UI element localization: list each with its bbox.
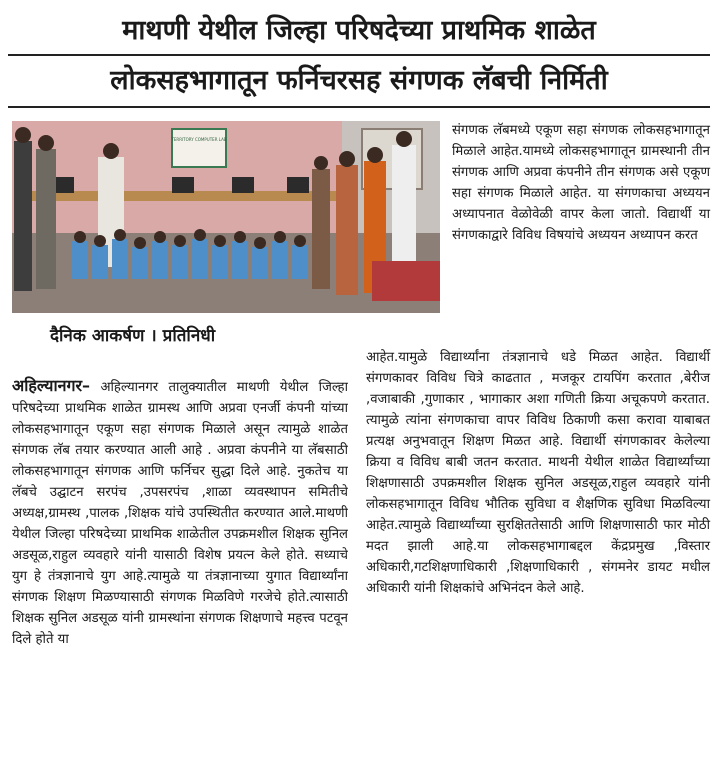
headline-bottom-rule — [8, 106, 710, 108]
headline-divider — [8, 54, 710, 56]
right-column-top-text — [452, 120, 710, 246]
left-column-body: अहिल्यानगर तालुक्यातील माथणी येथील जिल्हा परिषदेच्या प्राथमिक शाळेत ग्रामस्थ आणि अप्रवा एनर्जी कंपनी यांच्या लोकसहभागातून एकूण सहा संगणक मिळाले असून त्यामुळे शाळेत संगणक लॅब तयार करण्यात आली आहे . अप्रवा कंपनीने या लॅबसाठी लोकसहभागातून संगणक आणि फर्निचर सुद्धा दिले आहे. नुकतेच या लॅबचे उद्घाटन सरपंच ,उपसरपंच ,शाळा व्यवस्थापन समितीचे अध्यक्ष,ग्रामस्थ ,पालक ,शिक्षक यांचे उपस्थितीत करण्यात आले.माथणी येथील जिल्हा परिषदेच्या प्राथमिक शाळेतील उपक्रमशील शिक्षक सुनिल अडसूळ,राहुल व्यवहारे यांनी यासाठी विशेष प्रयत्न केले होते. सध्याचे युग हे तंत्रज्ञानाचे युग आहे.त्यामुळे या तंत्रज्ञानाच्या युगात विद्यार्थ्यांना संगणक शिक्षण मिळण्यासाठी संगणक मिळविणे गरजेचे होते.त्यासाठी शिक्षक सुनिल अडसूळ यांनी ग्रामस्थांना संगणक शिक्षणाचे महत्त्व पटवून दिले होते या — [12, 380, 348, 647]
poster-text: TERRITORY COMPUTER LAB — [171, 137, 227, 142]
dateline: अहिल्यानगर– — [12, 376, 91, 395]
headline-line-1: माथणी येथील जिल्हा परिषदेच्या प्राथमिक शाळेत — [122, 15, 596, 46]
left-column-paragraph — [12, 375, 348, 650]
right-column-bottom-text — [366, 347, 710, 599]
headline-line-2: लोकसहभागातून फर्निचरसह संगणक लॅबची निर्मिती — [110, 65, 608, 96]
right-column-bottom-paragraph: आहेत.यामुळे विद्यार्थ्यांना तंत्रज्ञानाचे धडे मिळत आहेत. विद्यार्थी संगणकावर विविध चित्रे काढतात , मजकूर टायपिंग करतात ,बेरीज ,वजाबाकी ,गुणाकार , भागाकार अशा गणिती क्रिया अचूकपणे करतात. त्यामुळे त्यांना संगणकाचा वापर विविध ठिकाणी कसा करावा याबाबत प्रत्यक्ष अनुभवातून शिक्षण मिळत आहे. विद्यार्थी संगणकावर केलेल्या क्रिया व विविध बाबी जतन करतात. माथनी येथील शाळेत विद्यार्थ्यांच्या शिक्षणासाठी उपक्रमशील शिक्षक सुनिल अडसूळ,राहुल व्यवहारे यांनी लोकसहभागातून विविध भौतिक सुविधा व शैक्षणिक सुविधा मिळविल्या आहेत.त्यामुळे विद्यार्थ्यांच्या सुरक्षिततेसाठी आणि शिक्षणासाठी फार मोठी मदत झाली आहे.या लोकसहभागाबद्दल केंद्रप्रमुख ,विस्तार अधिकारी,गटशिक्षणाधिकारी ,शिक्षणाधिकारी , संगमनेर डायट मधील अधिकारी यांनी शिक्षकांचे अभिनंदन केले आहे. — [366, 350, 710, 596]
news-photo — [12, 121, 440, 313]
right-column-top-paragraph: संगणक लॅबमध्ये एकूण सहा संगणक लोकसहभागातून मिळाले आहेत.यामध्ये लोकसहभागातून ग्रामस्थानी तीन संगणक आणि अप्रवा कंपनीने तीन संगणक असे एकूण सहा संगणक मिळाले आहेत. या संगणकाचा अध्ययन अध्यापनात वेळोवेळी वापर केला जातो. विद्यार्थी या संगणकाद्वारे विविध विषयांचे अध्ययन अध्यापन करत — [452, 123, 710, 243]
left-column-text — [12, 375, 348, 760]
byline: दैनिक आकर्षण । प्रतिनिधी — [50, 326, 216, 346]
